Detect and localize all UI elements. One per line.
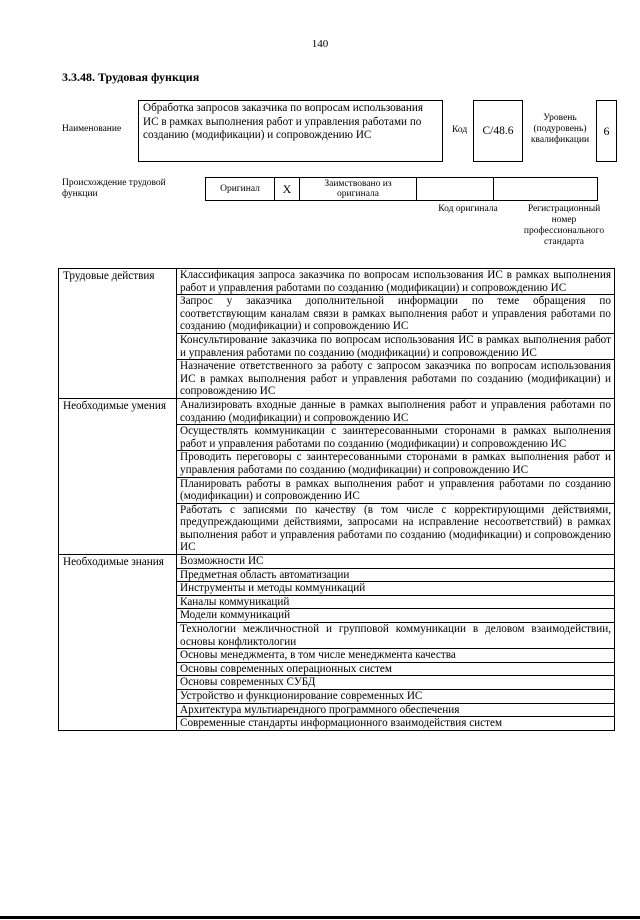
required-knowledge-title: Необходимые знания [59, 555, 177, 731]
labor-actions-item: Консультирование заказчика по вопросам использования ИС в рамках выполнения работ и управления работами по созданию (модификации) и сопровождению ИС [177, 333, 615, 359]
required-skills-title: Необходимые умения [59, 398, 177, 554]
registration-number-caption: Регистрационный номер профессионального стандарта [523, 204, 605, 247]
required-knowledge-item: Инструменты и методы коммуникаций [177, 582, 615, 596]
registration-number-cell [494, 178, 598, 201]
name-label: Наименование [62, 124, 122, 134]
required-knowledge-item: Архитектура мультиарендного программного обеспечения [177, 703, 615, 717]
labor-actions-item: Назначение ответственного за работу с запросом заказчика по вопросам использования ИС в рамках выполнения работ и управления работами по созданию (модификации) и сопровождению ИС [177, 360, 615, 399]
level-value-box: 6 [596, 100, 617, 162]
section-title: 3.3.48. Трудовая функция [62, 70, 200, 84]
code-original-caption: Код оригинала [438, 204, 498, 214]
required-skills-item: Анализировать входные данные в рамках выполнения работ и управления работами по созданию (модификации) и сопровождению ИС [177, 398, 615, 424]
page-number: 140 [311, 38, 329, 50]
borrowed-label-cell: Заимствовано из оригинала [300, 178, 417, 201]
required-knowledge-item: Устройство и функционирование современных ИС [177, 690, 615, 704]
labor-actions-row [59, 269, 615, 295]
required-knowledge-item: Современные стандарты информационного взаимодействия систем [177, 717, 615, 731]
origin-table [205, 177, 598, 201]
required-knowledge-item: Основы современных операционных систем [177, 662, 615, 676]
scan-bottom-edge [0, 916, 640, 919]
required-skills-row [59, 398, 615, 424]
level-label: Уровень (подуровень) квалификации [530, 113, 590, 145]
origin-label: Происхождение трудовой функции [62, 178, 166, 199]
code-label: Код [452, 125, 468, 135]
required-skills-item: Осуществлять коммуникации с заинтересованными сторонами в рамках выполнения работ и управления работами по созданию (модификации) и сопровождению ИС [177, 425, 615, 451]
required-knowledge-row [59, 555, 615, 569]
original-label-cell: Оригинал [206, 178, 275, 201]
required-knowledge-item: Каналы коммуникаций [177, 595, 615, 609]
function-details-table [58, 268, 615, 731]
required-knowledge-item: Модели коммуникаций [177, 609, 615, 623]
original-mark-cell: X [275, 178, 300, 201]
function-name-box: Обработка запросов заказчика по вопросам использования ИС в рамках выполнения работ и управления работами по созданию (модификации) и сопровождению ИС [138, 100, 443, 162]
required-knowledge-item: Технологии межличностной и групповой коммуникации в деловом взаимодействии, основы конфликтологии [177, 623, 615, 649]
code-value-box: C/48.6 [473, 100, 523, 162]
labor-actions-title: Трудовые действия [59, 269, 177, 399]
required-skills-item: Работать с записями по качеству (в том числе с корректирующими действиями, предупреждающими действиями, запросами на исправление несоответствий) в рамках выполнения работ и управления работами по созданию (модификации) и сопровождению ИС [177, 503, 615, 554]
required-skills-item: Планировать работы в рамках выполнения работ и управления работами по созданию (модификации) и сопровождению ИС [177, 477, 615, 503]
required-knowledge-item: Возможности ИС [177, 555, 615, 569]
labor-actions-item: Классификация запроса заказчика по вопросам использования ИС в рамках выполнения работ и управления работами по созданию (модификации) и сопровождению ИС [177, 269, 615, 295]
labor-actions-item: Запрос у заказчика дополнительной информации по теме обращения по соответствующим каналам связи в рамках выполнения работ и управления работами по созданию (модификации) и сопровождению ИС [177, 295, 615, 334]
required-knowledge-item: Основы современных СУБД [177, 676, 615, 690]
required-knowledge-item: Предметная область автоматизации [177, 568, 615, 582]
required-skills-item: Проводить переговоры с заинтересованными сторонами в рамках выполнения работ и управления работами по созданию (модификации) и сопровождению ИС [177, 451, 615, 477]
original-code-cell [417, 178, 494, 201]
required-knowledge-item: Основы менеджмента, в том числе менеджмента качества [177, 649, 615, 663]
